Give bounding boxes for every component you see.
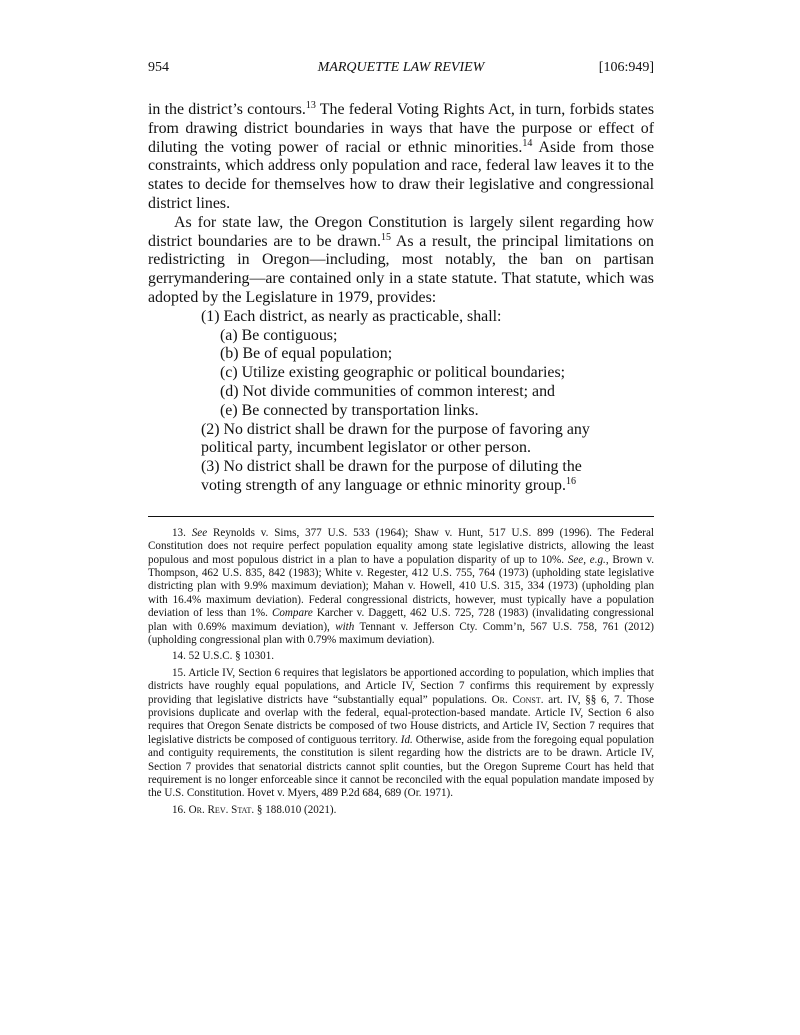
- statute-sub-d: (d) Not divide communities of common interest; and: [220, 382, 555, 400]
- statute-item-1: (1) Each district, as nearly as practicable, shall:: [201, 307, 502, 325]
- footnote-13: 13. See Reynolds v. Sims, 377 U.S. 533 (1964); Shaw v. Hunt, 517 U.S. 899 (1996). The Federal Constitution does not require perfect population equality among state legislative districts, allowing the least populous and most populous district in a plan to have a population disparity of up to 10%. See, e.g., Brown v. Thompson, 462 U.S. 835, 842 (1983); White v. Regester, 412 U.S. 755, 764 (1973) (upholding state legislative districting plan with 9.9% maximum deviation); Mahan v. Howell, 410 U.S. 315, 334 (1973) (upholding plan with 16.4% maximum deviation). Federal congressional districts, however, must typically have a population deviation of less than 1%. Compare Karcher v. Daggett, 462 U.S. 725, 728 (1983) (invalidating congressional plan with 0.69% maximum deviation), with Tennant v. Jefferson Cty. Comm’n, 567 U.S. 758, 761 (2012) (upholding congressional plan with 0.79% maximum deviation).: [148, 526, 654, 646]
- statute-item-2: (2) No district shall be drawn for the purpose of favoring any political party, incumbent legislator or other person.: [201, 420, 590, 457]
- footnote-ref-14[interactable]: 14: [522, 137, 533, 149]
- law-review-page: [148, 60, 654, 817]
- footnote-14: 14. 52 U.S.C. § 10301.: [172, 650, 275, 663]
- paragraph-2: As for state law, the Oregon Constitution is largely silent regarding how district boundaries are to be drawn.$^{15}$ As a result, the principal limitations on redistricting in Oregon—including, most notably, the ban on partisan gerrymandering—are contained only in a state statute. That statute, which was adopted by the Legislature in 1979, provides:: [148, 213, 654, 306]
- journal-title: MARQUETTE LAW REVIEW: [317, 60, 485, 75]
- statute-sub-c: (c) Utilize existing geographic or political boundaries;: [220, 364, 566, 382]
- statute-sub-e: (e) Be connected by transportation links.: [220, 401, 479, 419]
- footnote-16: 16. Or. Rev. Stat. § 188.010 (2021).: [172, 803, 337, 816]
- page-number: 954: [148, 60, 169, 75]
- footnote-ref-16[interactable]: 16: [565, 475, 576, 487]
- volume-cite: [106:949]: [598, 60, 654, 75]
- footnote-ref-15[interactable]: 15: [380, 231, 391, 243]
- main-text: [148, 101, 654, 308]
- footnote-15: 15. Article IV, Section 6 requires that legislators be apportioned according to population, which implies that districts have roughly equal populations, and Article IV, Section 7 confirms this requirement by expressly providing that legislative districts have “substantially equal” populations. Or. Const. art. IV, §§ 6, 7. Those provisions duplicate and overlap with the federal, equal-protection-based mandate. Article IV, Section 6 also requires that Oregon Senate districts be composed of two House districts, and Article IV, Section 7 requires that legislative districts be composed of contiguous territory. Id. Otherwise, aside from the foregoing equal population and contiguity requirements, the constitution is silent regarding how the districts are to be drawn. Article IV, Section 7 provides that senatorial districts cannot split counties, but the Oregon Supreme Court has held that requirement is no longer enforceable since it cannot be reconciled with the equal population mandate imposed by the U.S. Constitution. Hovet v. Myers, 489 P.2d 684, 689 (Or. 1971).: [148, 666, 654, 800]
- paragraph-1: in the district’s contours.$^{13}$ The federal Voting Rights Act, in turn, forbids states from drawing district boundaries in ways that have the purpose or effect of diluting the voting power of racial or ethnic minorities.$^{14}$ Aside from those constraints, which address only population and race, federal law leaves it to the states to decide for themselves how to draw their legislative and congressional district lines.: [148, 100, 655, 212]
- footnote-divider: [148, 516, 654, 517]
- statute-item-3: (3) No district shall be drawn for the purpose of diluting the voting strength of any language or ethnic minority group.$^{16}$: [201, 458, 582, 494]
- running-header: [148, 60, 654, 82]
- statute-sub-a: (a) Be contiguous;: [220, 326, 338, 344]
- statute-sub-b: (b) Be of equal population;: [220, 345, 393, 363]
- footnote-ref-13[interactable]: 13: [305, 100, 316, 111]
- statute-block-quote: [201, 308, 611, 496]
- footnotes: [148, 527, 654, 818]
